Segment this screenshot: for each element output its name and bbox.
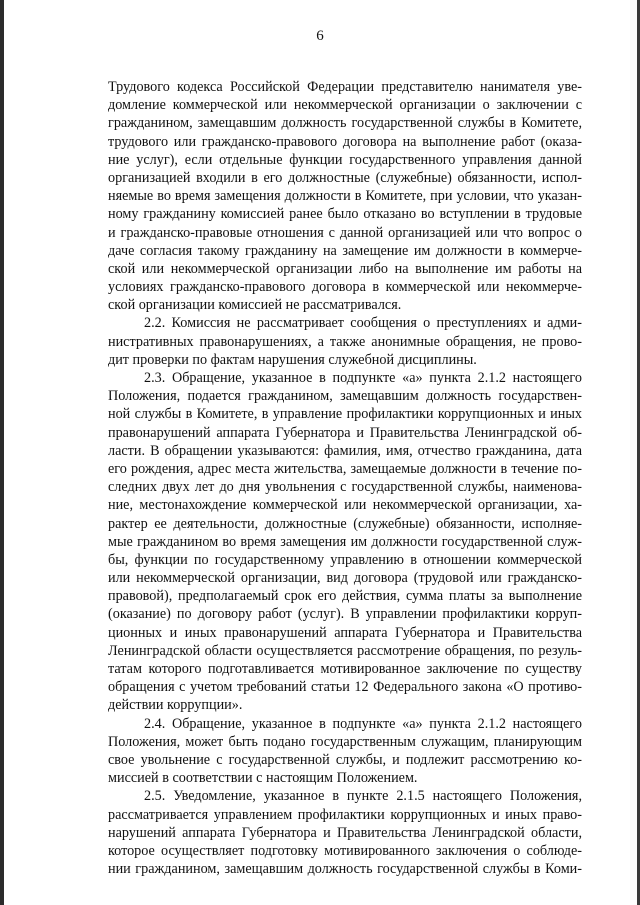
text-line: следних двух лет до дня увольнения с государственной службы, наименова- — [108, 479, 582, 496]
text-line: ционных и иных правонарушений аппарата Губернатора и Правительства — [108, 624, 582, 641]
text-line: организацией входили в его должностные (служебные) обязанности, испол- — [108, 169, 582, 186]
text-line: 2.5. Уведомление, указанное в пункте 2.1.5 настоящего Положения, — [144, 788, 582, 805]
text-line: нии гражданином, замещавшим должность государственной службы в Коми- — [108, 861, 582, 878]
text-line: его рождения, адрес места жительства, замещаемые должности в течение по- — [108, 460, 582, 477]
text-line: ласти. В обращении указываются: фамилия, имя, отчество гражданина, дата — [108, 442, 582, 459]
text-line: 2.2. Комиссия не рассматривает сообщения о преступлениях и адми- — [144, 315, 582, 332]
text-line: домление коммерческой или некоммерческой организации о заключении с — [108, 97, 582, 114]
text-line: 2.4. Обращение, указанное в подпункте «а» пункта 2.1.2 настоящего — [144, 715, 582, 732]
text-line: бы, функции по государственному управлению в отношении коммерческой — [108, 551, 582, 568]
text-line: 2.3. Обращение, указанное в подпункте «а» пункта 2.1.2 настоящего — [144, 370, 582, 386]
text-line: Положения, может быть подано государственным служащим, планирующим — [108, 733, 582, 750]
text-line: рактер ее деятельности, должностные (служебные) обязанности, исполняе- — [108, 515, 582, 532]
text-line: татам которого подготавливается мотивированное заключение по существу — [108, 661, 582, 677]
text-line: мые гражданином во время замещения им должности государственной служ- — [108, 533, 582, 550]
text-line: ной службы в Комитете, в управление профилактики коррупционных и иных — [108, 406, 582, 423]
body-text — [108, 78, 582, 878]
text-line: действии коррупции». — [108, 697, 243, 714]
text-line: миссией в соответствии с настоящим Положением. — [108, 770, 418, 787]
text-line: дит проверки по фактам нарушения служебной дисциплины. — [108, 351, 477, 368]
text-line: ской или некоммерческой организации либо на выполнение им работы на — [108, 260, 582, 277]
text-line: рассматривается управлением профилактики коррупционных и иных право- — [108, 806, 582, 823]
text-line: правонарушений аппарата Губернатора и Правительства Ленинградской об- — [108, 424, 582, 441]
text-line: гражданином, замещавшим должность государственной службы в Комитете, — [108, 115, 582, 132]
text-line: обращения с учетом требований статьи 12 Федерального закона «О противо- — [108, 679, 582, 696]
text-line: няемые во время замещения должности в Комитете, при условии, что указан- — [108, 188, 582, 205]
text-line: нистративных правонарушениях, а также анонимные обращения, не прово- — [108, 333, 582, 350]
text-line: свое увольнение с государственной службы, и подлежит рассмотрению ко- — [108, 751, 582, 768]
text-line: нарушений аппарата Губернатора и Правительства Ленинградской области, — [108, 824, 582, 841]
text-line: Положения, подается гражданином, замещавшим должность государствен- — [108, 388, 582, 405]
text-line: трудового или гражданско-правового договора на выполнение работ (оказа- — [108, 133, 582, 150]
text-line: ской организации комиссией не рассматривался. — [108, 297, 402, 314]
text-line: Трудового кодекса Российской Федерации представителю нанимателя уве- — [108, 79, 582, 95]
text-line: даче согласия такому гражданину на замещение им должности в коммерче- — [108, 242, 582, 259]
text-line: и гражданско-правовые отношения с данной организацией или что вопрос о — [108, 224, 582, 241]
text-line: условиях гражданско-правового договора в коммерческой или некоммерче- — [108, 279, 582, 296]
text-line: ние, местонахождение коммерческой или некоммерческой организации, ха- — [108, 497, 582, 514]
text-line: или некоммерческой организации, вид договора (трудовой или гражданско- — [108, 570, 582, 587]
text-line: Ленинградской области осуществляется рассмотрение обращения, по резуль- — [108, 642, 582, 659]
page-number: 6 — [316, 28, 324, 44]
text-line: правовой), предполагаемый срок его действия, сумма платы за выполнение — [108, 588, 582, 605]
text-line: ному гражданину комиссией ранее было отказано во вступлении в трудовые — [108, 206, 582, 223]
text-line: которое осуществляет подготовку мотивированного заключения о соблюде- — [108, 842, 582, 859]
text-line: ние услуг), если отдельные функции государственного управления данной — [108, 151, 582, 168]
text-line: (оказание) по договору работ (услуг). В управлении профилактики корруп- — [108, 606, 582, 623]
